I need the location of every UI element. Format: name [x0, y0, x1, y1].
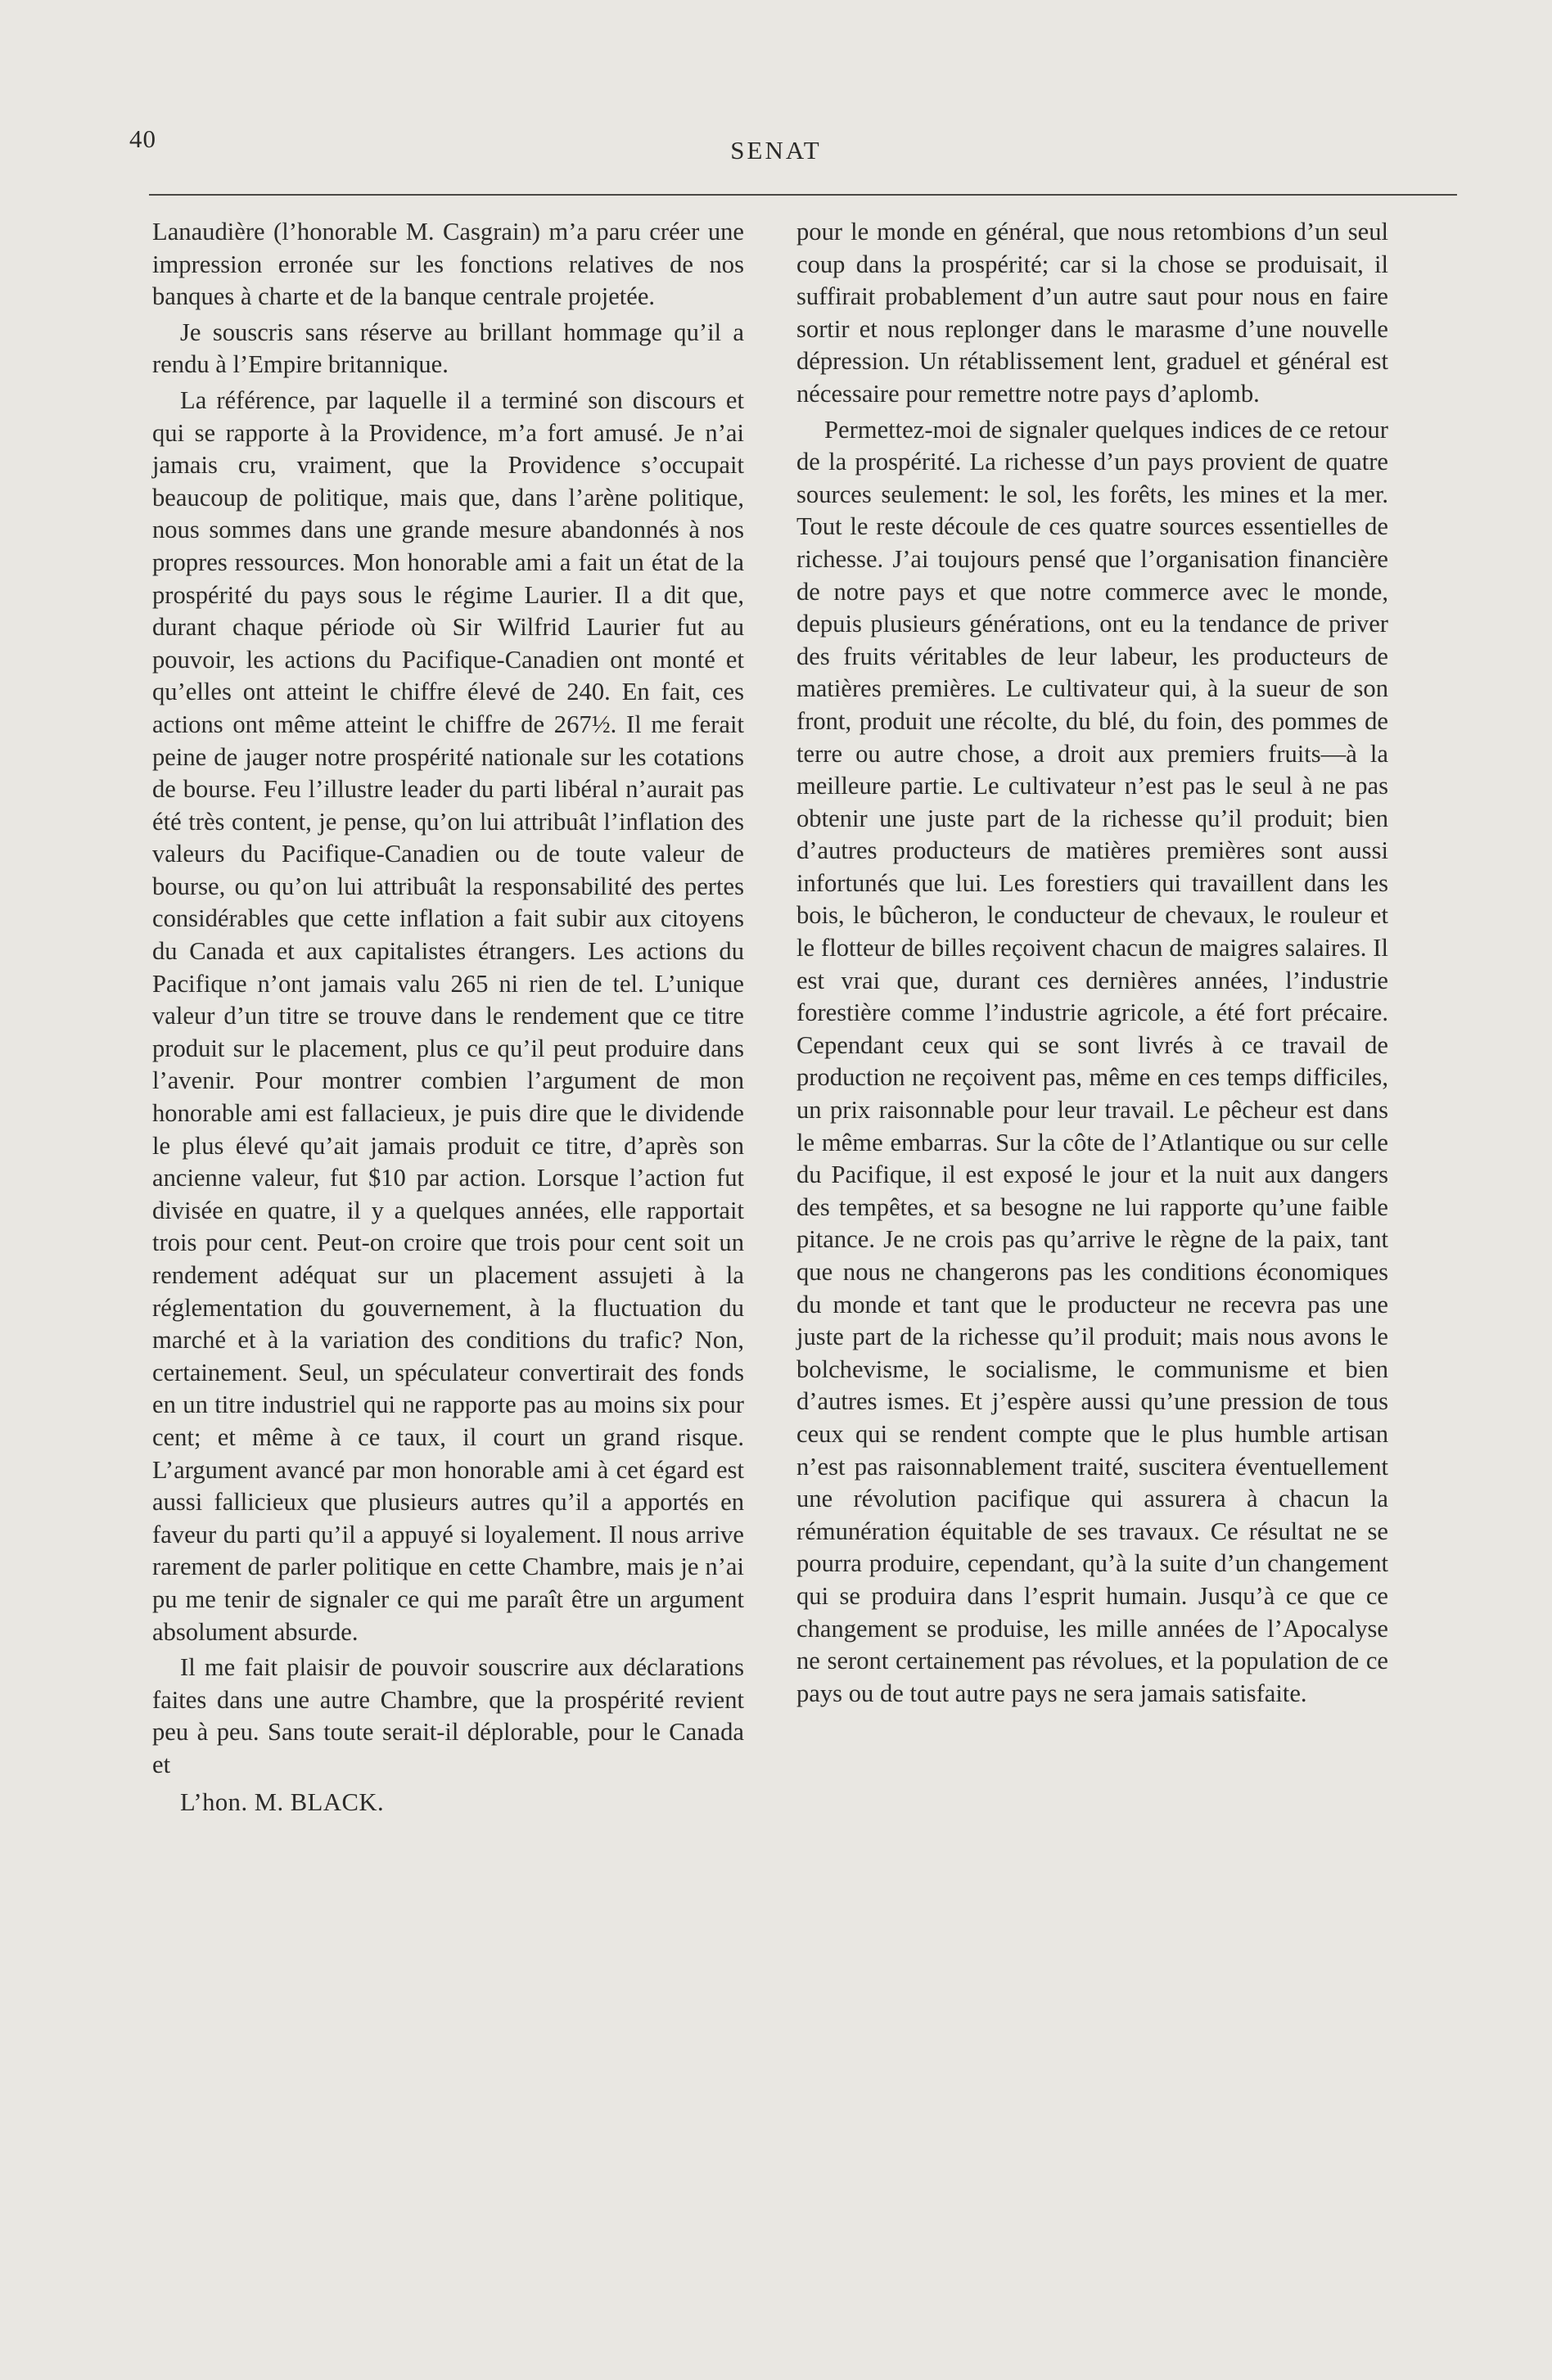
speaker-signature: L’hon. M. BLACK. — [180, 1787, 385, 1816]
left-column — [152, 216, 744, 1822]
right-column — [796, 216, 1388, 1713]
left-paragraph-2: Je souscris sans réserve au brillant hommage qu’il a rendu à l’Empire britannique. — [152, 318, 744, 379]
left-paragraph-1: Lanaudière (l’honorable M. Casgrain) m’a paru créer une impression erronée sur les fonctions relatives de nos banques à charte et de la banque centrale projetée. — [152, 218, 744, 311]
page-number: 40 — [129, 124, 156, 153]
left-paragraph-3: La référence, par laquelle il a terminé son discours et qui se rapporte à la Providence, m’a fort amusé. Je n’ai jamais cru, vraiment, que la Providence s’occupait beaucoup de politique, mais que, dans l’arène politique, nous sommes dans une grande mesure abandonnés à nos propres ressources. Mon honorable ami a fait un état de la prospérité du pays sous le régime Laurier. Il a dit que, durant chaque période où Sir Wilfrid Laurier fut au pouvoir, les actions du Pacifique-Canadien ont monté et qu’elles ont atteint le chiffre élevé de 240. En fait, ces actions ont même atteint le chiffre de 267½. Il me ferait peine de jauger notre prospérité nationale sur les cotations de bourse. Feu l’illustre leader du parti libéral n’aurait pas été très content, je pense, qu’on lui attribuât l’inflation des valeurs du Pacifique-Canadien ou de toute valeur de bourse, ou qu’on lui attribuât la responsabilité des pertes considérables que cette inflation a fait subir aux citoyens du Canada et aux capitalistes étrangers. Les actions du Pacifique n’ont jamais valu 265 ni rien de tel. L’unique valeur d’un titre se trouve dans le rendement que ce titre produit sur le placement, plus ce qu’il peut produire dans l’avenir. Pour montrer combien l’argument de mon honorable ami est fallacieux, je puis dire que le dividende le plus élevé qu’ait jamais produit ce titre, d’après son ancienne valeur, fut $10 par action. Lorsque l’action fut divisée en quatre, il y a quelques années, elle rapportait trois pour cent. Peut-on croire que trois pour cent soit un rendement adéquat sur un placement assujeti à la réglementation du gouvernement, à la fluctuation du marché et à la variation des conditions du trafic? Non, certainement. Seul, un spéculateur convertirait des fonds en un titre industriel qui ne rapporte pas au moins six pour cent; et même à ce taux, il court un grand risque. L’argument avancé par mon honorable ami à cet égard est aussi fallicieux que plusieurs autres qu’il a apportés en faveur du parti qu’il a appuyé si loyalement. Il nous arrive rarement de parler politique en cette Chambre, mais je n’ai pu me tenir de signaler ce qui me paraît être un argument absolument absurde. — [152, 385, 744, 1646]
right-paragraph-1: pour le monde en général, que nous retombions d’un seul coup dans la prospérité; car si la chose se produisait, il suffirait probablement d’un autre saut pour nous en faire sortir et nous replonger dans le marasme d’une nouvelle dépression. Un rétablissement lent, graduel et général est nécessaire pour remettre notre pays d’aplomb. — [796, 218, 1388, 408]
left-paragraph-4: Il me fait plaisir de pouvoir souscrire aux déclarations faites dans une autre Chambre, que la prospérité revient peu à peu. Sans toute serait-il déplorable, pour le Canada et — [152, 1653, 744, 1778]
header-rule — [149, 194, 1457, 196]
page-title: SENAT — [730, 136, 822, 165]
right-paragraph-2: Permettez-moi de signaler quelques indices de ce retour de la prospérité. La richesse d’un pays provient de quatre sources seulement: le sol, les forêts, les mines et la mer. Tout le reste découle de ces quatre sources essentielles de richesse. J’ai toujours pensé que l’organisation financière de notre pays et que notre commerce avec le monde, depuis plusieurs générations, ont eu la tendance de priver des fruits véritables de leur labeur, les producteurs de matières premières. Le cultivateur qui, à la sueur de son front, produit une récolte, du blé, du foin, des pommes de terre ou autre chose, a droit aux premiers fruits—à la meilleure partie. Le cultivateur n’est pas le seul à ne pas obtenir une juste part de la richesse qu’il produit; bien d’autres producteurs de matières premières sont aussi infortunés que lui. Les forestiers qui travaillent dans les bois, le bûcheron, le conducteur de chevaux, le rouleur et le flotteur de billes reçoivent chacun de maigres salaires. Il est vrai que, durant ces dernières années, l’industrie forestière comme l’industrie agricole, a été fort précaire. Cependant ceux qui se sont livrés à ce travail de production ne reçoivent pas, même en ces temps difficiles, un prix raisonnable pour leur travail. Le pêcheur est dans le même embarras. Sur la côte de l’Atlantique ou sur celle du Pacifique, il est exposé le jour et la nuit aux dangers des tempêtes, et sa besogne ne lui rapporte qu’une faible pitance. Je ne crois pas qu’arrive le règne de la paix, tant que nous ne changerons pas les conditions économiques du monde et tant que le producteur ne recevra pas une juste part de la richesse qu’il produit; mais nous avons le bolchevisme, le socialisme, le communisme et bien d’autres ismes. Et j’espère aussi qu’une pression de tous ceux qui se rendent compte que le plus humble artisan n’est pas raisonnablement traité, suscitera éventuellement une révolution pacifique qui assurera à chacun la rémunération équitable de ses travaux. Ce résultat ne se pourra produire, cependant, qu’à la suite d’un changement qui se produira dans l’esprit humain. Jusqu’à ce que ce changement se produise, les mille années de l’Apocalyse ne seront certainement pas révolues, et la population de ce pays ou de tout autre pays ne sera jamais satisfaite. — [796, 415, 1388, 1707]
